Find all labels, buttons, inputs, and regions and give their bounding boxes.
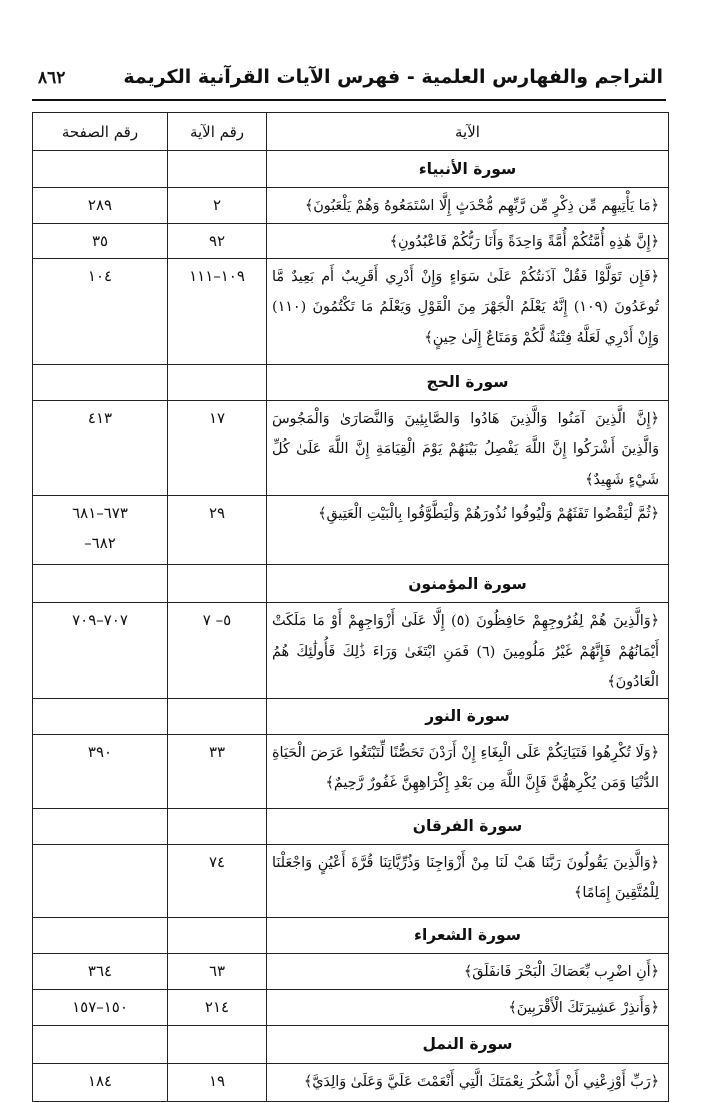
page-ref: ٤١٣ <box>33 400 168 496</box>
page-number: ٨٦٢ <box>38 68 66 88</box>
surah-row <box>33 1025 669 1063</box>
verse-index-table <box>32 112 669 1102</box>
page-ref-line: ٦٨٢– <box>84 534 116 552</box>
surah-name: سورة النمل <box>267 1025 669 1063</box>
surah-name: سورة الشعراء <box>267 917 669 953</box>
ayah-number: ٢١٤ <box>168 989 267 1025</box>
running-title: التراجم والفهارس العلمية - فهرس الآيات القرآنية الكريمة <box>123 66 663 88</box>
surah-row <box>33 917 669 953</box>
surah-row <box>33 565 669 603</box>
table-row <box>33 258 669 364</box>
verse-text: ﴿رَبِّ أَوْزِعْنِي أَنْ أَشْكُرَ نِعْمَتَكَ الَّتِي أَنْعَمْتَ عَلَيَّ وَعَلَىٰ وَالِدَيَّ﴾ <box>267 1063 669 1101</box>
table-row <box>33 734 669 808</box>
page-ref: ١٠٤ <box>33 258 168 364</box>
surah-row <box>33 698 669 734</box>
verse-text: ﴿وَلَا تُكْرِهُوا فَتَيَاتِكُمْ عَلَى الْبِغَاءِ إِنْ أَرَدْنَ تَحَصُّنًا لِّتَبْتَغُوا عَرَضَ الْحَيَاةِ الدُّنْيَا وَمَن يُكْرِههُّنَّ فَإِنَّ اللَّهَ مِن بَعْدِ إِكْرَاهِهِنَّ غَفُورٌ رَّحِيمٌ﴾ <box>267 734 669 808</box>
page-ref: ١٨٤ <box>33 1063 168 1101</box>
table-row <box>33 224 669 259</box>
table-row <box>33 400 669 496</box>
page-ref <box>33 844 168 917</box>
table-row <box>33 188 669 224</box>
verse-text: ﴿أَنِ اضْرِب بِّعَصَاكَ الْبَحْرَ فَانفَلَقَ﴾ <box>267 953 669 989</box>
ayah-number: ٦٣ <box>168 953 267 989</box>
page-ref: ٣٦٤ <box>33 953 168 989</box>
table-row <box>33 844 669 917</box>
col-header-ayah: الآية <box>267 113 669 151</box>
surah-name: سورة الحج <box>267 364 669 400</box>
verse-text: ﴿وَالَّذِينَ هُمْ لِفُرُوجِهِمْ حَافِظُونَ (٥) إِلَّا عَلَىٰ أَزْوَاجِهِمْ أَوْ مَا مَلَكَتْ أَيْمَانُهُمْ فَإِنَّهُمْ غَيْرُ مَلُومِينَ (٦) فَمَنِ ابْتَغَىٰ وَرَاءَ ذَٰلِكَ فَأُولَٰئِكَ هُمُ الْعَادُونَ﴾ <box>267 603 669 699</box>
page-ref: ١٥٠–١٥٧ <box>33 989 168 1025</box>
ayah-number: ١٧ <box>168 400 267 496</box>
table-row <box>33 1063 669 1101</box>
verse-text: ﴿إِنَّ هَٰذِهِ أُمَّتُكُمْ أُمَّةً وَاحِدَةً وَأَنَا رَبُّكُمْ فَاعْبُدُونِ﴾ <box>267 224 669 259</box>
ayah-number: ٧٤ <box>168 844 267 917</box>
page-ref-line: ٦٧٣–٦٨١ <box>72 504 128 522</box>
verse-text: ﴿وَأَنذِرْ عَشِيرَتَكَ الْأَقْرَبِينَ﴾ <box>267 989 669 1025</box>
page-ref: ٧٠٧–٧٠٩ <box>33 603 168 699</box>
header-rule <box>32 99 666 101</box>
ayah-number: ١٩ <box>168 1063 267 1101</box>
ayah-number: ٥– ٧ <box>168 603 267 699</box>
table-row <box>33 953 669 989</box>
ayah-number: ٢ <box>168 188 267 224</box>
table-row <box>33 989 669 1025</box>
ayah-number: ٣٣ <box>168 734 267 808</box>
page-ref: ٢٨٩ <box>33 188 168 224</box>
surah-name: سورة الأنبياء <box>267 151 669 188</box>
col-header-page: رقم الصفحة <box>33 113 168 151</box>
surah-row <box>33 808 669 844</box>
table-header-row <box>33 113 669 151</box>
surah-row <box>33 364 669 400</box>
surah-row <box>33 151 669 188</box>
verse-text: ﴿مَا يَأْتِيهِم مِّن ذِكْرٍ مِّن رَّبِّهِم مُّحْدَثٍ إِلَّا اسْتَمَعُوهُ وَهُمْ يَلْعَبُونَ﴾ <box>267 188 669 224</box>
verse-text: ﴿إِنَّ الَّذِينَ آمَنُوا وَالَّذِينَ هَادُوا وَالصَّابِئِينَ وَالنَّصَارَىٰ وَالْمَجُوسَ وَالَّذِينَ أَشْرَكُوا إِنَّ اللَّهَ يَفْصِلُ بَيْنَهُمْ يَوْمَ الْقِيَامَةِ إِنَّ اللَّهَ عَلَىٰ كُلِّ شَيْءٍ شَهِيدٌ﴾ <box>267 400 669 496</box>
col-header-ayah-number: رقم الآية <box>168 113 267 151</box>
table-row <box>33 603 669 699</box>
table-row <box>33 496 669 565</box>
page-ref: ٣٥ <box>33 224 168 259</box>
ayah-number: ٢٩ <box>168 496 267 565</box>
page-header <box>38 66 663 96</box>
verse-text: ﴿وَالَّذِينَ يَقُولُونَ رَبَّنَا هَبْ لَنَا مِنْ أَزْوَاجِنَا وَذُرِّيَّاتِنَا قُرَّةَ أَعْيُنٍ وَاجْعَلْنَا لِلْمُتَّقِينَ إِمَامًا﴾ <box>267 844 669 917</box>
verse-text: ﴿فَإِن تَوَلَّوْا فَقُلْ آذَنتُكُمْ عَلَىٰ سَوَاءٍ وَإِنْ أَدْرِي أَقَرِيبٌ أَم بَعِيدٌ مَّا تُوعَدُونَ (١٠٩) إِنَّهُ يَعْلَمُ الْجَهْرَ مِنَ الْقَوْلِ وَيَعْلَمُ مَا تَكْتُمُونَ (١١٠) وَإِنْ أَدْرِي لَعَلَّهُ فِتْنَةٌ لَّكُمْ وَمَتَاعٌ إِلَىٰ حِينٍ﴾ <box>267 258 669 364</box>
ayah-number: ٩٢ <box>168 224 267 259</box>
page-ref <box>33 496 168 565</box>
surah-name: سورة الفرقان <box>267 808 669 844</box>
ayah-number: ١٠٩–١١١ <box>168 258 267 364</box>
surah-name: سورة المؤمنون <box>267 565 669 603</box>
surah-name: سورة النور <box>267 698 669 734</box>
page-ref: ٣٩٠ <box>33 734 168 808</box>
verse-text: ﴿ثُمَّ لْيَقْضُوا تَفَثَهُمْ وَلْيُوفُوا نُذُورَهُمْ وَلْيَطَّوَّفُوا بِالْبَيْتِ الْعَتِيقِ﴾ <box>267 496 669 565</box>
